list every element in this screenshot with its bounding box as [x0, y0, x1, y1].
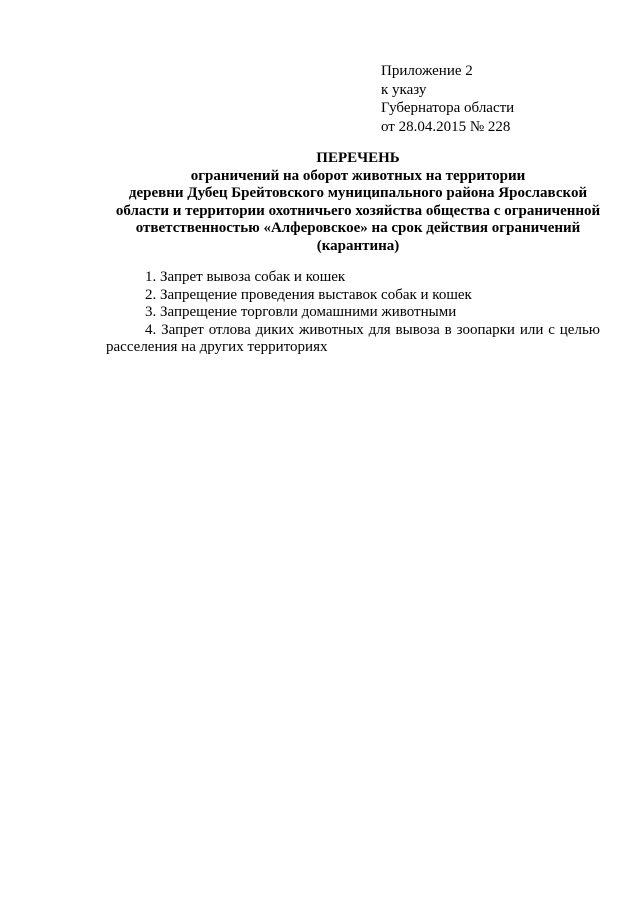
appendix-line: Губернатора области	[381, 100, 515, 116]
list-item: 1. Запрет вывоза собак и кошек	[145, 269, 346, 285]
restrictions-list	[106, 269, 600, 357]
appendix-date-line: от 28.04.2015 № 228	[381, 118, 511, 135]
list-item: 3. Запрещение торговли домашними животными	[145, 304, 457, 320]
appendix-line: Приложение 2	[381, 63, 473, 79]
heading-line: области и территории охотничьего хозяйства общества с ограниченной	[115, 202, 601, 219]
list-item: 2. Запрещение проведения выставок собак и кошек	[145, 286, 472, 303]
heading-line: ответственностью «Алферовское» на срок действия ограничений	[135, 220, 581, 236]
appendix-block	[381, 62, 514, 136]
heading-title: ПЕРЕЧЕНЬ	[316, 150, 400, 166]
appendix-line: к указу	[381, 81, 427, 98]
heading-line: ограничений на оборот животных на территории	[190, 167, 526, 184]
heading-line: деревни Дубец Брейтовского муниципального района Ярославской	[128, 185, 588, 201]
heading-line: (карантина)	[316, 237, 400, 254]
document-heading	[100, 150, 616, 255]
list-item: 4. Запрет отлова диких животных для вывоза в зоопарки или с целью расселения на других территориях	[106, 321, 600, 355]
